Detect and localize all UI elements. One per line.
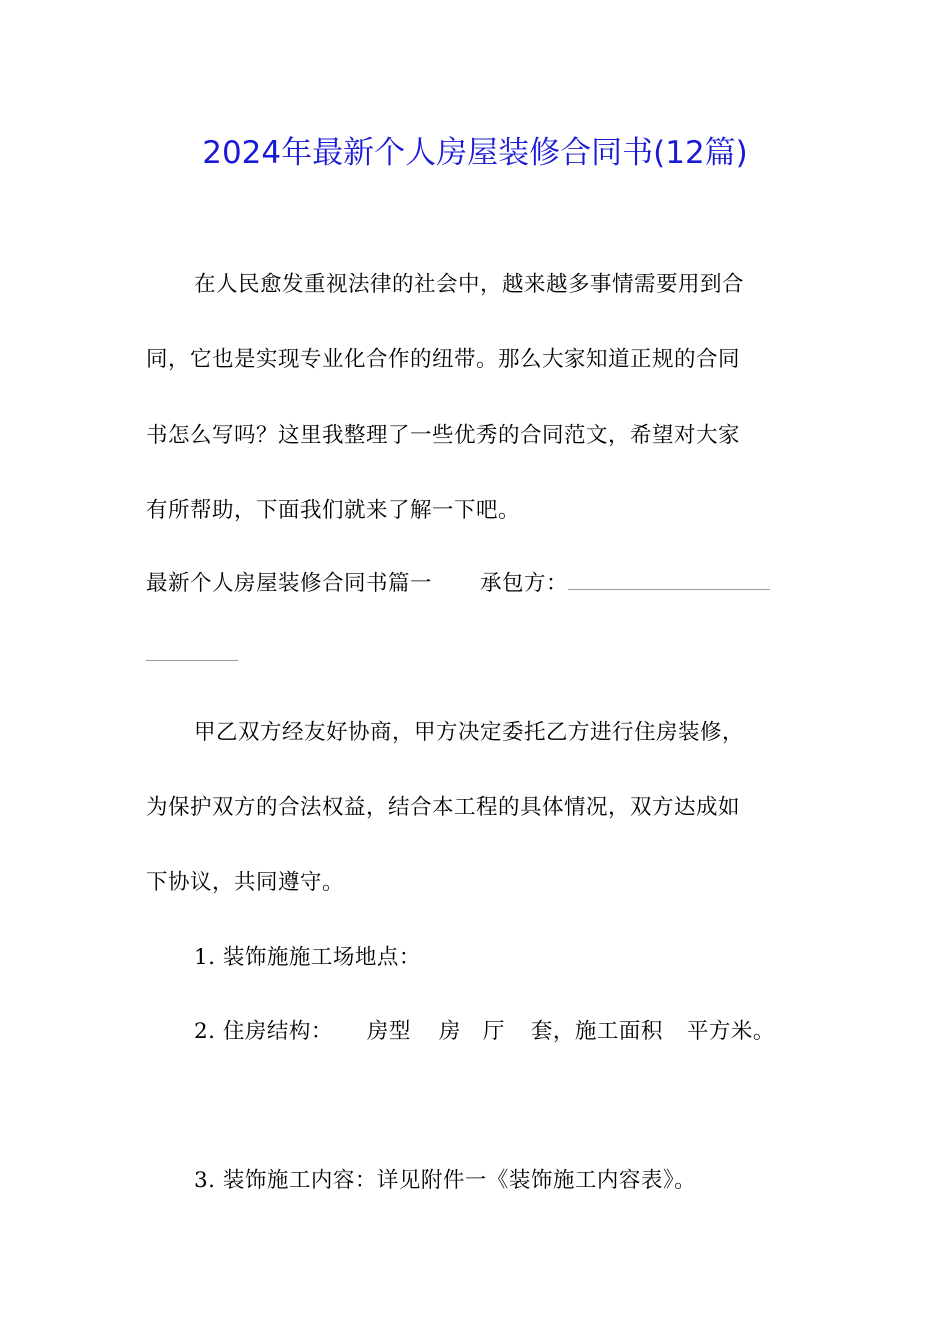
item-2-house-type: 房型	[366, 1019, 411, 1044]
agreement-line-1: 甲乙双方经友好协商，甲方决定委托乙方进行住房装修，	[194, 720, 745, 745]
item-3: 3. 装饰施工内容：详见附件一《装饰施工内容表》。	[194, 1168, 697, 1193]
item-2	[194, 1017, 806, 1047]
section-heading: 最新个人房屋装修合同书篇一	[146, 571, 433, 596]
item-2-label: 2. 住房结构：	[194, 1019, 333, 1044]
section-heading-row	[146, 569, 806, 599]
intro-line-4: 有所帮助，下面我们就来了解一下吧。	[146, 498, 521, 523]
item-2-area-unit: 平方米。	[686, 1019, 775, 1044]
intro-line-3: 书怎么写吗？这里我整理了一些优秀的合同范文，希望对大家	[146, 423, 741, 448]
contractor-blank-continued	[146, 640, 238, 661]
contractor-label: 承包方：	[480, 571, 569, 596]
item-2-hall: 厅	[482, 1019, 505, 1044]
contractor-blank-continued-row	[146, 640, 806, 670]
item-1: 1. 装饰施施工场地点：	[194, 945, 421, 970]
intro-line-1: 在人民愈发重视法律的社会中，越来越多事情需要用到合	[194, 272, 745, 297]
item-2-room: 房	[438, 1019, 461, 1044]
contractor-blank	[568, 569, 770, 590]
agreement-line-2: 为保护双方的合法权益，结合本工程的具体情况，双方达成如	[146, 795, 741, 820]
intro-line-2: 同，它也是实现专业化合作的纽带。那么大家知道正规的合同	[146, 347, 741, 372]
document-title: 2024年最新个人房屋装修合同书(12篇)	[202, 135, 748, 171]
agreement-line-3: 下协议，共同遵守。	[146, 870, 345, 895]
item-2-set-area: 套，施工面积	[530, 1019, 663, 1044]
